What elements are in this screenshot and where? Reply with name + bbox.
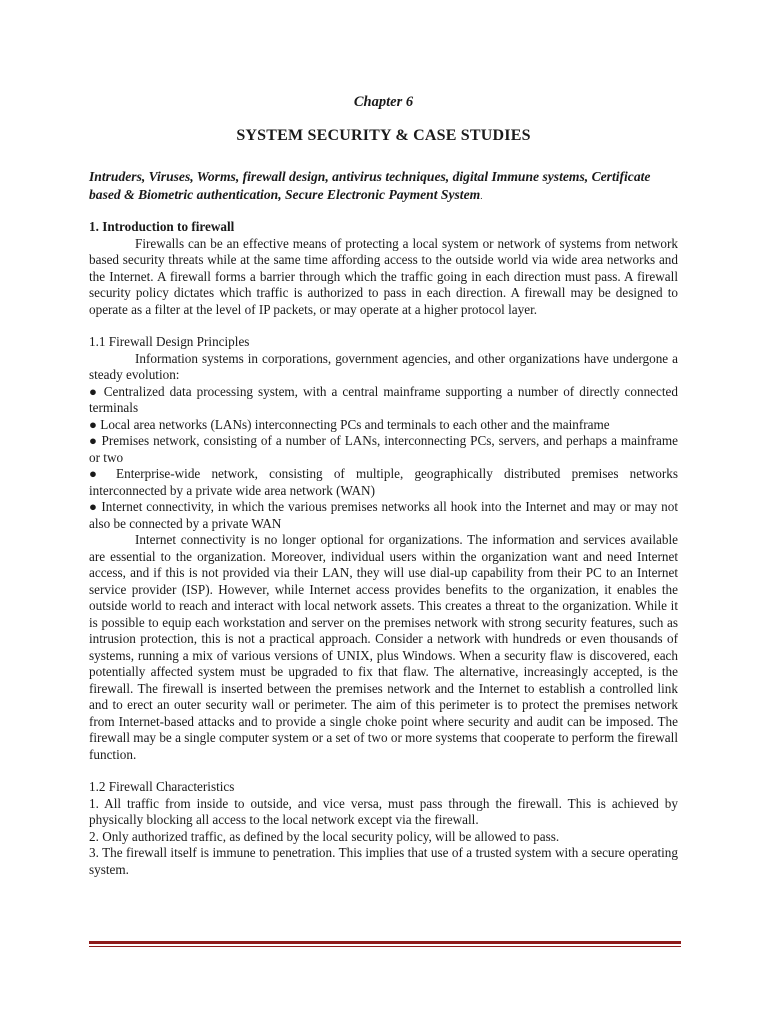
list-item: ● Centralized data processing system, with a central mainframe supporting a number of directly connected terminals [89, 383, 678, 415]
footer-divider [89, 941, 681, 947]
footer-rule-thick [89, 941, 681, 944]
list-item: ● Enterprise-wide network, consisting of multiple, geographically distributed premises networks interconnected by a private wide area network (WAN) [89, 466, 678, 498]
document-body [89, 219, 678, 878]
list-item: 2. Only authorized traffic, as defined by the local security policy, will be allowed to pass. [89, 828, 560, 844]
list-item: ● Local area networks (LANs) interconnecting PCs and terminals to each other and the mainframe [89, 416, 610, 432]
footer-rule-thin [89, 946, 681, 947]
keywords-text: Intruders, Viruses, Worms, firewall design, antivirus techniques, digital Immune systems, Certificate based & Biometric authentication, Secure Electronic Payment System [89, 169, 651, 202]
chapter-keywords [89, 168, 678, 205]
list-item: ● Internet connectivity, in which the various premises networks all hook into the Internet and may or may not also be connected by a private WAN [89, 499, 678, 531]
list-item: ● Premises network, consisting of a number of LANs, interconnecting PCs, servers, and perhaps a mainframe or two [89, 433, 678, 465]
chapter-title: SYSTEM SECURITY & CASE STUDIES [236, 127, 531, 144]
design-principles-paragraph: Internet connectivity is no longer optional for organizations. The information and services available are essential to the organization. Moreover, individual users within the organization want and need Internet access, and if this is not provided via their LAN, they will use dial-up capability from their PC to an Internet service provider (ISP). However, while Internet access provides benefits to the organization, it enables the outside world to reach and interact with local network assets. This creates a threat to the organization. While it is possible to equip each workstation and server on the premises network with strong security features, such as intrusion protection, this is not a practical approach. Consider a network with hundreds or even thousands of systems, running a mix of various versions of UNIX, plus Windows. When a security flaw is discovered, each potentially affected system must be upgraded to fix that flaw. The alternative, increasingly accepted, is the firewall. The firewall is inserted between the premises network and the Internet to establish a controlled link and to erect an outer security wall or perimeter. The aim of this perimeter is to protect the premises network from Internet-based attacks and to provide a single choke point where security and audit can be imposed. The firewall may be a single computer system or a set of two or more systems that cooperate to perform the firewall function. [89, 532, 678, 762]
list-item: 3. The firewall itself is immune to penetration. This implies that use of a trusted system with a secure operating system. [89, 845, 678, 877]
keywords-end: . [480, 191, 483, 201]
section-heading-intro: 1. Introduction to firewall [89, 219, 235, 234]
section-heading-characteristics: 1.2 Firewall Characteristics [89, 779, 235, 794]
section-heading-design-principles: 1.1 Firewall Design Principles [89, 334, 250, 349]
design-principles-intro: Information systems in corporations, government agencies, and other organizations have undergone a steady evolution: [89, 350, 678, 382]
list-item: 1. All traffic from inside to outside, and vice versa, must pass through the firewall. This is achieved by physically blocking all access to the local network except via the firewall. [89, 795, 678, 827]
chapter-label: Chapter 6 [353, 94, 414, 110]
section-intro-paragraph: Firewalls can be an effective means of protecting a local system or network of systems from network based security threats while at the same time affording access to the outside world via wide area networks and the Internet. A firewall forms a barrier through which the traffic going in each direction must pass. A firewall security policy dictates which traffic is authorized to pass in each direction. A firewall may be designed to operate as a filter at the level of IP packets, or may operate at a higher protocol layer. [89, 235, 678, 317]
